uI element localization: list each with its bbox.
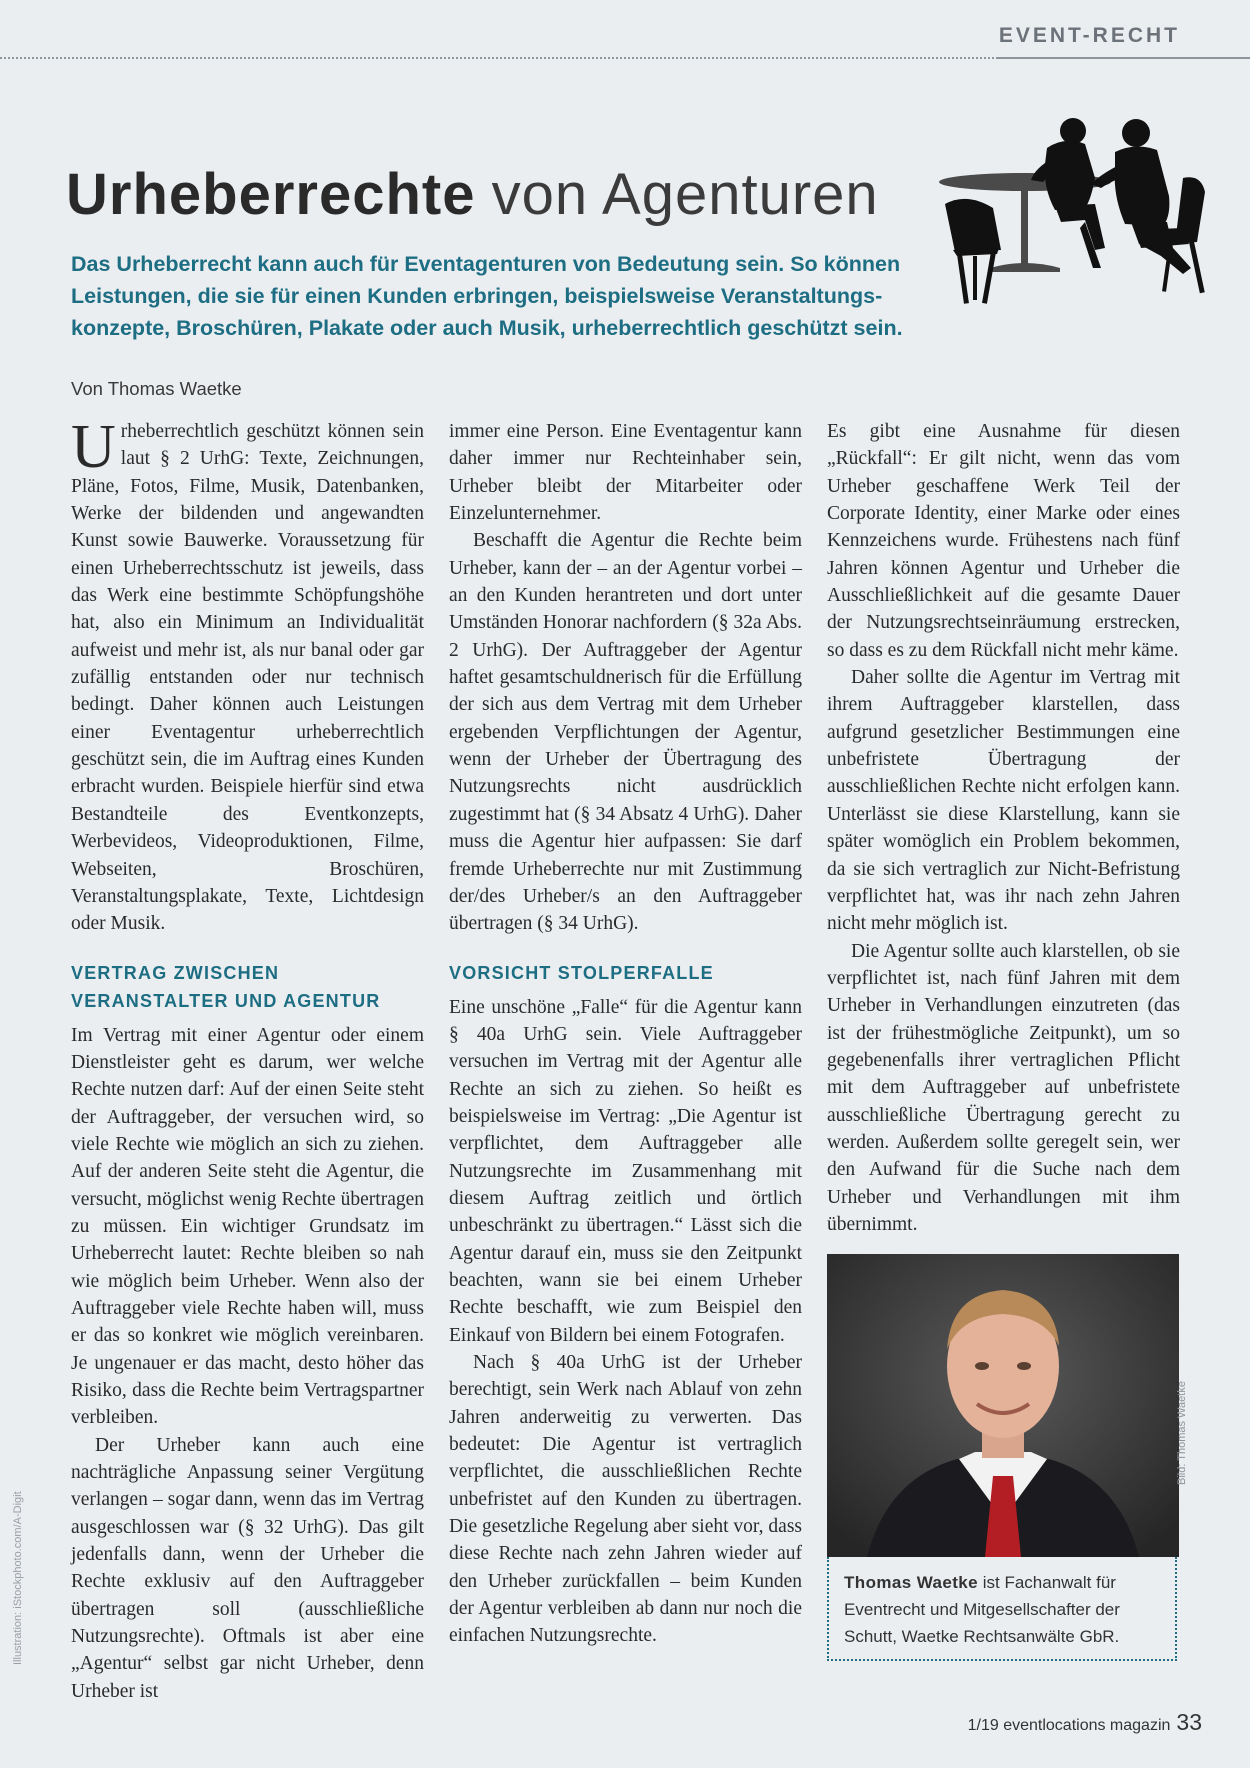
text-column-1 [71, 413, 424, 1705]
subheading-contract: VERTRAG ZWISCHEN VERANSTALTER UND AGENTUR [71, 962, 381, 1011]
paragraph: Daher sollte die Agentur im Vertrag mit ihrem Auftraggeber klarstellen, dass aufgrund gesetzlicher Bestimmungen eine unbefristete Übertragung der ausschließlichen Rechte nicht erfolgen kann. Unterlässt sie diese Klarstellung, kann sie später womöglich ein Problem bekommen, da sie sich vertraglich zur Nicht-Befristung verpflichtet hat, was ihr nach zehn Jahren nicht mehr möglich ist. [827, 667, 1180, 935]
text-column-3 [827, 418, 1180, 1238]
subheading-pitfall: VORSICHT STOLPERFALLE [449, 962, 714, 983]
photo-credit: Bild: Thomas Waetke [1176, 1381, 1188, 1485]
author-portrait [827, 1254, 1179, 1557]
author-caption [827, 1557, 1177, 1661]
page-number: 33 [1176, 1709, 1202, 1735]
paragraph: Beschafft die Agentur die Rechte beim Urheber, kann der – an der Agentur vorbei – an den Kunden herantreten und dort unter Umständen Honorar nachfordern (§ 32a Abs. 2 UrhG). Der Auftraggeber der Agentur haftet gesamtschuldnerisch für die Erfüllung der sich aus dem Vertrag mit dem Urheber ergebenden Verpflichtungen der Agentur, wenn der Urheber der Übertragung des Nutzungsrechts nicht ausdrücklich zugestimmt hat (§ 34 Absatz 4 UrhG). Daher muss die Agentur hier aufpassen: Sie darf fremde Urheberrechte nur mit Zustimmung der/des Urheber/s an den Auftraggeber übertragen (§ 34 UrhG). [449, 530, 802, 935]
byline: Von Thomas Waetke [71, 378, 242, 399]
title-bold: Urheberrechte [66, 162, 476, 227]
paragraph [71, 413, 424, 938]
paragraph: Eine unschöne „Falle“ für die Agentur kann § 40a UrhG sein. Viele Auftraggeber versuchen im Vertrag mit der Agentur alle Rechte an sich zu ziehen. So heißt es beispielsweise im Vertrag: „Die Agentur ist verpflichtet, dem Auftraggeber alle Nutzungsrechte im Zusammenhang mit diesem Auftrag zeitlich und örtlich unbeschränkt zu übertragen.“ Lässt sich die Agentur darauf ein, muss sie den Zeitpunkt beachten, wann sie bei einem Urheber Rechte beschafft, wie zum Beispiel den Einkauf von Bildern bei einem Fotografen. [449, 996, 802, 1346]
article-title [66, 160, 879, 230]
paragraph: Der Urheber kann auch eine nachträgliche Anpassung seiner Vergütung verlangen – sogar dann, wenn das im Vertrag ausgeschlossen war (§ 32 UrhG). Das gilt jedenfalls dann, wenn der Urheber die Rechte exklusiv auf den Auftraggeber übertragen soll (ausschließliche Nutzungsrechte). Oftmals ist aber eine „Agentur“ selbst gar nicht Urheber, denn Urheber ist [71, 1434, 424, 1702]
drop-cap: U [71, 413, 116, 481]
paragraph: Nach § 40a UrhG ist der Urheber berechtigt, sein Werk nach Ablauf von zehn Jahren anderweitig zu verwerten. Das bedeutet: Die Agentur ist vertraglich verpflichtet, die ausschließlichen Rechte unbefristet auf den Kunden zu übertragen. Die gesetzliche Regelung aber sieht vor, dass diese Rechte nach zehn Jahren wieder auf den Urheber zurückfallen – beim Kunden der Agentur verbleiben ab dann nur noch die einfachen Nutzungsrechte. [449, 1352, 802, 1647]
page-footer [968, 1709, 1202, 1736]
author-bio: ist Fachanwalt für Eventrecht und Mitgesellschafter der Schutt, Waetke Rechtsanwälte GbR. [844, 1573, 1120, 1646]
author-name: Thomas Waetke [844, 1573, 978, 1592]
article-lead: Das Urheberrecht kann auch für Eventagenturen von Bedeutung sein. So können Leistungen, die sie für einen Kunden erbringen, beispielsweise Veranstaltungskonzepte, Broschüren, Plakate oder auch Musik, urheberrechtlich geschützt sein. [71, 252, 903, 340]
paragraph: Im Vertrag mit einer Agentur oder einem Dienstleister geht es darum, wer welche Rechte nutzen darf: Auf der einen Seite steht der Auftraggeber, der versuchen wird, so viele Rechte wie möglich an sich zu ziehen. Auf der anderen Seite steht die Agentur, die versucht, möglichst wenig Rechte übertragen zu müssen. Ein wichtiger Grundsatz im Urheberrecht lautet: Rechte bleiben so nah wie möglich beim Urheber. Wenn also der Auftraggeber viele Rechte haben will, muss er das so konkret wie möglich vereinbaren. Je ungenauer er das macht, desto höher das Risiko, dass die Rechte beim Vertragspartner verbleiben. [71, 1024, 424, 1429]
title-light: von Agenturen [491, 162, 879, 227]
paragraph-text: rheberrechtlich geschützt können sein laut § 2 UrhG: Texte, Zeichnungen, Pläne, Fotos, Filme, Musik, Datenbanken, Werke der bildenden und angewandten Kunst sowie Bauwerke. Voraussetzung für einen Urheberrechtsschutz ist jeweils, dass das Werk eine bestimmte Schöpfungshöhe hat, also ein Minimum an Individualität aufweist und mehr ist, als nur banal oder gar zufällig entstanden oder nur technisch bedingt. Daher können auch Leistungen einer Eventagentur urheberrechtlich geschützt sein, die im Auftrag eines Kunden erbracht wurden. Beispiele hierfür sind etwa Bestandteile des Eventkonzepts, Werbevideos, Videoproduktionen, Filme, Webseiten, Broschüren, Veranstaltungsplakate, Texte, Lichtdesign oder Musik. [71, 421, 424, 935]
magazine-issue: 1/19 eventlocations magazin [967, 1717, 1171, 1734]
section-label: EVENT-RECHT [998, 24, 1180, 47]
meeting-silhouette-illustration [935, 118, 1240, 348]
paragraph: immer eine Person. Eine Eventagentur kann daher immer nur Rechteinhaber sein, Urheber bleibt der Mitarbeiter oder Einzelunternehmer. [449, 421, 802, 525]
text-column-2 [449, 418, 802, 1650]
header-dotted-rule [0, 57, 998, 59]
paragraph: Es gibt eine Ausnahme für diesen „Rückfall“: Er gilt nicht, wenn das vom Urheber geschaffene Werk Teil der Corporate Identity, einer Marke oder eines Kennzeichens wurde. Frühestens nach fünf Jahren können Agentur und Urheber die Ausschließlichkeit auf die gesamte Dauer der Nutzungsrechtseinräumung erstrecken, so dass es zu dem Rückfall nicht mehr käme. [827, 421, 1180, 661]
illustration-credit: Illustration: iStockphoto.com/A-Digit [12, 1491, 24, 1665]
paragraph: Die Agentur sollte auch klarstellen, ob sie verpflichtet ist, nach fünf Jahren mit dem Urheber in Verhandlungen einzutreten (das ist der frühestmögliche Zeitpunkt), um so gegebenenfalls ihrer vertraglichen Pflicht mit dem Auftraggeber auf unbefristete ausschließliche Übertragung gerecht zu werden. Außerdem sollte geregelt sein, wer den Aufwand für die Suche nach dem Urheber und Verhandlungen mit ihm übernimmt. [827, 940, 1180, 1235]
header-solid-rule [998, 57, 1250, 59]
